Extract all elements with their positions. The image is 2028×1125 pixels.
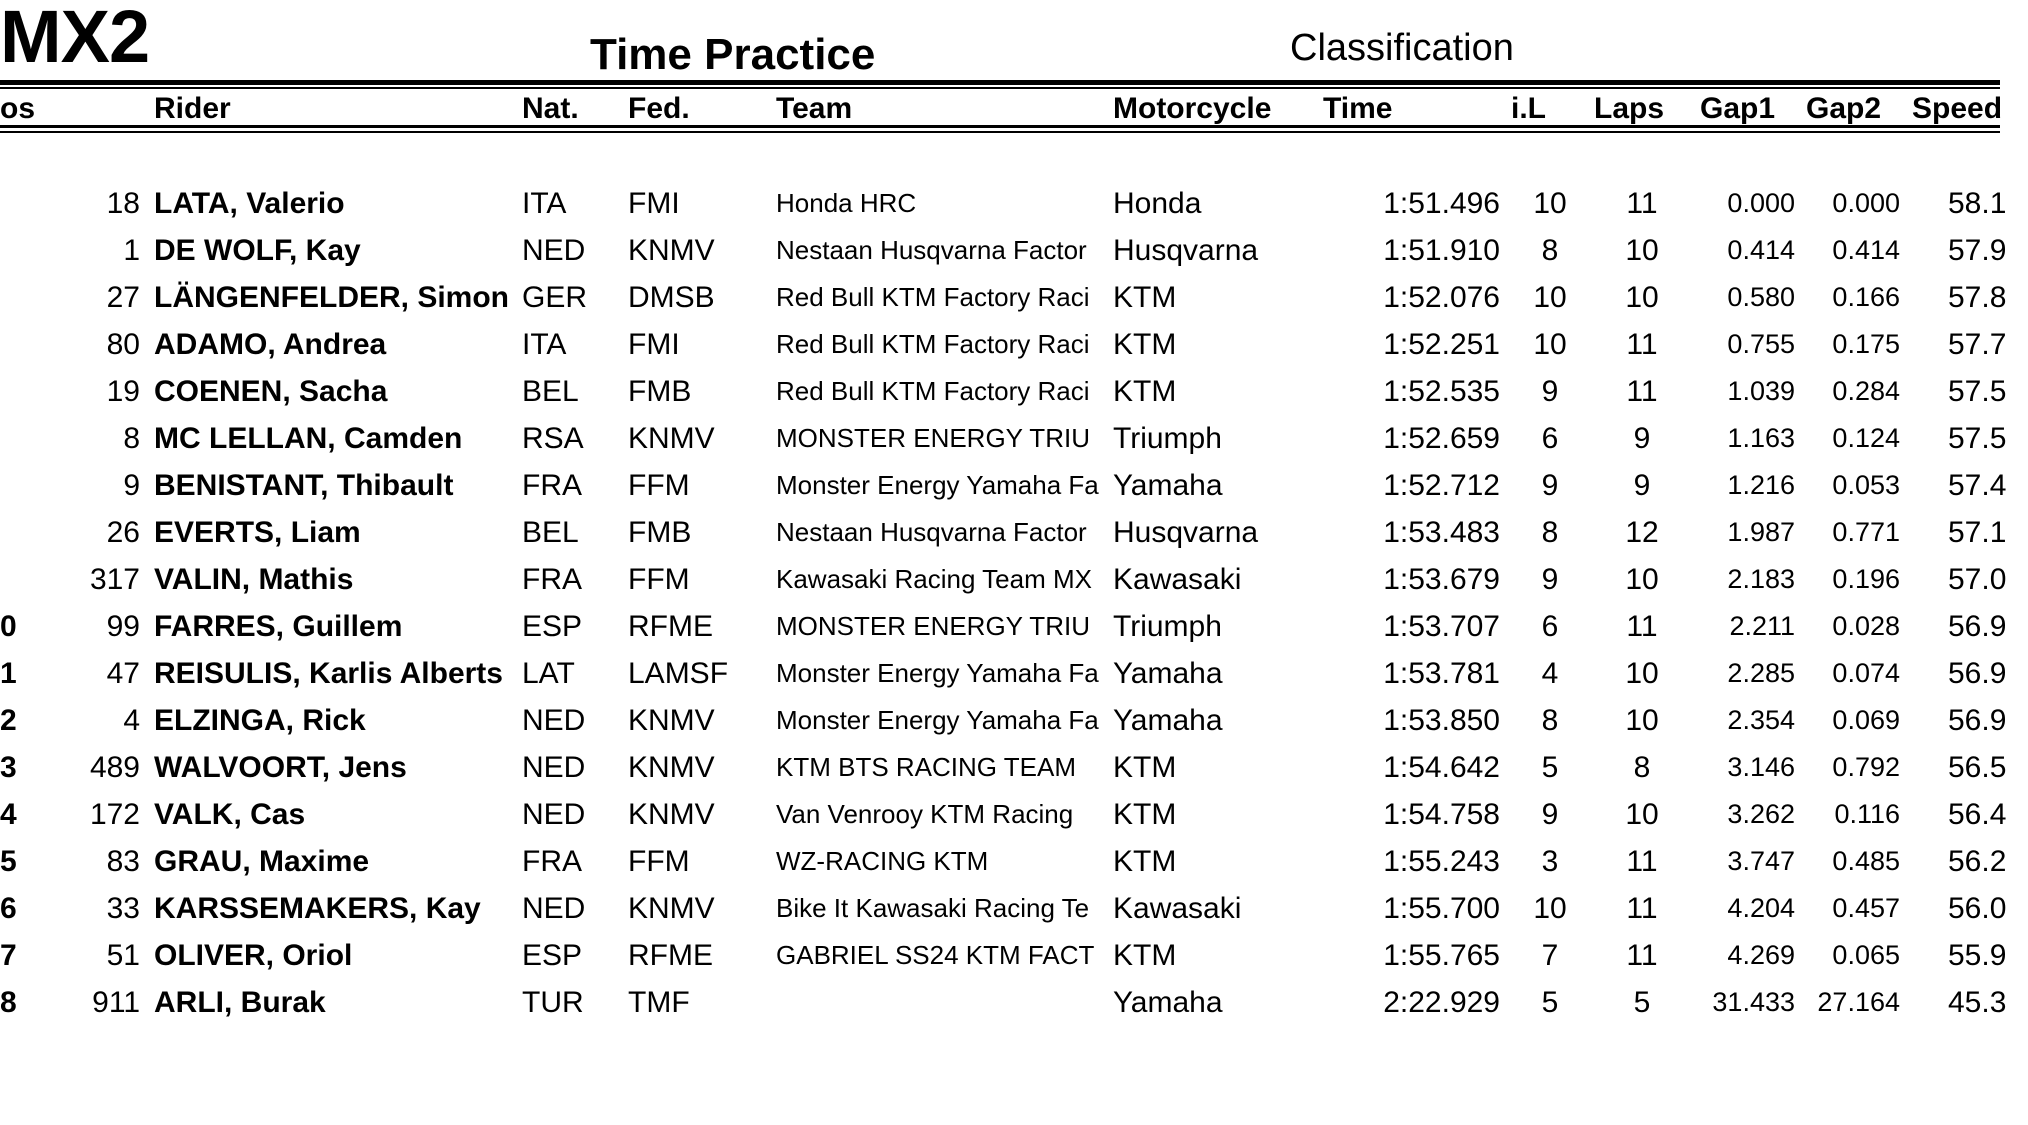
cell-rider: ARLI, Burak: [154, 986, 326, 1019]
cell-il: 5: [1541, 986, 1559, 1019]
table-row: [0, 556, 2007, 603]
col-il: i.L: [1511, 92, 1546, 125]
cell-rider: LÄNGENFELDER, Simon: [154, 281, 510, 314]
cell-team: Nestaan Husqvarna Factor: [776, 517, 1087, 547]
cell-nat: ITA: [522, 187, 567, 220]
cell-gap1: 1.163: [1727, 423, 1795, 453]
cell-laps: 10: [1625, 563, 1659, 596]
cell-il: 8: [1541, 234, 1559, 267]
cell-laps: 11: [1626, 939, 1658, 972]
cell-fed: LAMSF: [628, 657, 729, 690]
cell-laps: 10: [1625, 798, 1659, 831]
cell-il: 6: [1541, 422, 1559, 455]
table-row: [0, 227, 2007, 274]
cell-number: 19: [106, 375, 140, 408]
col-laps: Laps: [1594, 92, 1665, 125]
cell-pos: 0: [0, 610, 17, 643]
cell-gap1: 0.000: [1727, 188, 1795, 218]
cell-speed: 57.4: [1948, 469, 2007, 502]
cell-speed: 56.5: [1948, 751, 2007, 784]
cell-fed: FMI: [628, 328, 680, 361]
cell-gap2: 0.284: [1832, 376, 1900, 406]
cell-speed: 56.0: [1948, 892, 2007, 925]
table-row: [0, 368, 2007, 415]
cell-time: 1:53.483: [1383, 516, 1500, 549]
cell-fed: KNMV: [628, 704, 715, 737]
cell-number: 26: [106, 516, 140, 549]
cell-rider: KARSSEMAKERS, Kay: [154, 892, 481, 925]
cell-fed: KNMV: [628, 798, 715, 831]
cell-nat: NED: [522, 751, 586, 784]
cell-rider: ADAMO, Andrea: [154, 328, 387, 361]
cell-time: 1:54.758: [1383, 798, 1500, 831]
cell-rider: DE WOLF, Kay: [154, 234, 361, 267]
cell-fed: KNMV: [628, 234, 715, 267]
cell-gap2: 0.065: [1832, 940, 1900, 970]
cell-team: Bike It Kawasaki Racing Te: [776, 893, 1090, 923]
cell-number: 4: [123, 704, 140, 737]
cell-gap2: 0.457: [1832, 893, 1900, 923]
table-row: [0, 744, 2007, 791]
cell-nat: NED: [522, 704, 586, 737]
cell-time: 1:53.781: [1383, 657, 1500, 690]
cell-nat: ESP: [522, 939, 583, 972]
cell-speed: 57.5: [1948, 422, 2007, 455]
cell-il: 9: [1541, 375, 1559, 408]
cell-nat: NED: [522, 798, 586, 831]
cell-number: 33: [106, 892, 140, 925]
cell-gap1: 2.285: [1727, 658, 1795, 688]
cell-pos: 3: [0, 751, 17, 784]
cell-team: MONSTER ENERGY TRIU: [776, 423, 1090, 453]
cell-time: 1:52.712: [1383, 469, 1500, 502]
cell-time: 1:51.910: [1383, 234, 1500, 267]
cell-time: 1:53.707: [1383, 610, 1500, 643]
cell-rider: OLIVER, Oriol: [154, 939, 353, 972]
col-pos: os: [0, 92, 36, 125]
cell-motorcycle: Yamaha: [1113, 986, 1223, 1019]
session-title: Time Practice: [590, 30, 876, 79]
cell-laps: 10: [1625, 281, 1659, 314]
cell-fed: TMF: [628, 986, 690, 1019]
cell-fed: FFM: [628, 469, 690, 502]
cell-laps: 11: [1626, 845, 1658, 878]
cell-laps: 10: [1625, 657, 1659, 690]
cell-speed: 55.9: [1948, 939, 2007, 972]
cell-pos: 2: [0, 704, 17, 737]
cell-nat: LAT: [522, 657, 575, 690]
cell-team: Van Venrooy KTM Racing: [776, 799, 1074, 829]
col-motorcycle: Motorcycle: [1113, 92, 1272, 125]
cell-fed: DMSB: [628, 281, 715, 314]
cell-gap2: 27.164: [1817, 987, 1900, 1017]
cell-nat: GER: [522, 281, 588, 314]
classification-label: Classification: [1290, 27, 1514, 69]
cell-motorcycle: KTM: [1113, 328, 1177, 361]
cell-team: Honda HRC: [776, 188, 917, 218]
cell-team: Red Bull KTM Factory Raci: [776, 376, 1090, 406]
cell-motorcycle: Kawasaki: [1113, 892, 1242, 925]
cell-laps: 11: [1626, 187, 1658, 220]
cell-motorcycle: Triumph: [1113, 422, 1222, 455]
cell-gap2: 0.069: [1832, 705, 1900, 735]
cell-number: 47: [106, 657, 140, 690]
col-gap2: Gap2: [1806, 92, 1882, 125]
cell-nat: ITA: [522, 328, 567, 361]
cell-pos: 4: [0, 798, 17, 831]
col-speed: Speed: [1912, 92, 2003, 125]
cell-il: 10: [1533, 187, 1567, 220]
cell-laps: 11: [1626, 892, 1658, 925]
cell-speed: 57.1: [1948, 516, 2007, 549]
cell-number: 317: [89, 563, 140, 596]
col-fed: Fed.: [628, 92, 690, 125]
cell-time: 1:52.535: [1383, 375, 1500, 408]
cell-time: 1:55.243: [1383, 845, 1500, 878]
table-row: [0, 979, 2007, 1026]
cell-motorcycle: KTM: [1113, 798, 1177, 831]
cell-fed: KNMV: [628, 892, 715, 925]
cell-motorcycle: Yamaha: [1113, 704, 1223, 737]
cell-rider: LATA, Valerio: [154, 187, 345, 220]
cell-gap1: 31.433: [1712, 987, 1795, 1017]
cell-nat: RSA: [522, 422, 584, 455]
cell-gap2: 0.028: [1832, 611, 1900, 641]
cell-pos: 7: [0, 939, 17, 972]
cell-il: 3: [1541, 845, 1559, 878]
table-row: [0, 509, 2007, 556]
cell-gap1: 0.580: [1727, 282, 1795, 312]
cell-fed: FMB: [628, 375, 692, 408]
cell-pos: 5: [0, 845, 17, 878]
cell-fed: FFM: [628, 845, 690, 878]
cell-gap1: 1.987: [1727, 517, 1795, 547]
cell-nat: TUR: [522, 986, 584, 1019]
cell-gap2: 0.414: [1832, 235, 1900, 265]
cell-speed: 56.9: [1948, 704, 2007, 737]
cell-il: 10: [1533, 281, 1567, 314]
cell-team: MONSTER ENERGY TRIU: [776, 611, 1090, 641]
col-team: Team: [776, 92, 853, 125]
cell-gap1: 1.039: [1727, 376, 1795, 406]
cell-team: Monster Energy Yamaha Fa: [776, 658, 1099, 688]
cell-pos: 8: [0, 986, 17, 1019]
cell-rider: BENISTANT, Thibault: [154, 469, 454, 502]
cell-speed: 56.4: [1948, 798, 2007, 831]
cell-motorcycle: KTM: [1113, 375, 1177, 408]
cell-gap2: 0.175: [1832, 329, 1900, 359]
cell-il: 9: [1541, 469, 1559, 502]
table-row: [0, 650, 2007, 697]
cell-time: 1:55.700: [1383, 892, 1500, 925]
cell-fed: FMB: [628, 516, 692, 549]
cell-motorcycle: Kawasaki: [1113, 563, 1242, 596]
cell-il: 10: [1533, 328, 1567, 361]
cell-nat: NED: [522, 234, 586, 267]
table-row: [0, 274, 2007, 321]
header-top-rule-thin: [0, 87, 2000, 89]
col-gap1: Gap1: [1700, 92, 1776, 125]
col-nat: Nat.: [522, 92, 579, 125]
cell-time: 1:52.659: [1383, 422, 1500, 455]
cell-speed: 56.2: [1948, 845, 2007, 878]
cell-time: 1:54.642: [1383, 751, 1500, 784]
cell-team: Red Bull KTM Factory Raci: [776, 329, 1090, 359]
cell-number: 911: [92, 986, 140, 1019]
cell-rider: REISULIS, Karlis Alberts: [154, 657, 503, 690]
cell-il: 8: [1541, 704, 1559, 737]
cell-gap1: 0.414: [1727, 235, 1795, 265]
cell-number: 172: [89, 798, 140, 831]
col-rider: Rider: [154, 92, 231, 125]
cell-rider: GRAU, Maxime: [154, 845, 370, 878]
cell-number: 489: [89, 751, 140, 784]
cell-motorcycle: Husqvarna: [1113, 234, 1259, 267]
cell-time: 1:53.850: [1383, 704, 1500, 737]
table-row: [0, 932, 2007, 979]
cell-speed: 57.9: [1948, 234, 2007, 267]
cell-gap2: 0.485: [1832, 846, 1900, 876]
cell-team: Monster Energy Yamaha Fa: [776, 470, 1099, 500]
cell-nat: NED: [522, 892, 586, 925]
cell-motorcycle: Yamaha: [1113, 657, 1223, 690]
cell-gap2: 0.053: [1832, 470, 1900, 500]
cell-speed: 56.9: [1948, 610, 2007, 643]
cell-nat: FRA: [522, 845, 582, 878]
cell-number: 99: [106, 610, 140, 643]
col-time: Time: [1323, 92, 1393, 125]
cell-motorcycle: Triumph: [1113, 610, 1222, 643]
table-row: [0, 415, 2007, 462]
cell-number: 83: [106, 845, 140, 878]
cell-motorcycle: KTM: [1113, 845, 1177, 878]
cell-nat: BEL: [522, 516, 579, 549]
cell-speed: 56.9: [1948, 657, 2007, 690]
cell-gap1: 3.146: [1727, 752, 1795, 782]
cell-gap1: 2.354: [1727, 705, 1795, 735]
cell-gap1: 4.269: [1727, 940, 1795, 970]
cell-rider: FARRES, Guillem: [154, 610, 403, 643]
cell-team: Kawasaki Racing Team MX: [776, 564, 1092, 594]
cell-rider: ELZINGA, Rick: [154, 704, 366, 737]
cell-gap1: 0.755: [1727, 329, 1795, 359]
cell-rider: VALIN, Mathis: [154, 563, 354, 596]
class-title: MX2: [0, 0, 150, 78]
cell-pos: 1: [0, 657, 17, 690]
cell-speed: 57.7: [1948, 328, 2007, 361]
cell-fed: FFM: [628, 563, 690, 596]
cell-team: KTM BTS RACING TEAM: [776, 752, 1076, 782]
cell-motorcycle: KTM: [1113, 751, 1177, 784]
cell-laps: 12: [1625, 516, 1659, 549]
cell-team: Red Bull KTM Factory Raci: [776, 282, 1090, 312]
cell-number: 80: [106, 328, 140, 361]
cell-il: 7: [1541, 939, 1559, 972]
cell-motorcycle: KTM: [1113, 939, 1177, 972]
header-bottom-rule-thin: [0, 131, 2000, 133]
cell-gap2: 0.196: [1832, 564, 1900, 594]
cell-laps: 9: [1633, 422, 1651, 455]
cell-time: 1:52.251: [1383, 328, 1500, 361]
cell-laps: 9: [1633, 469, 1651, 502]
cell-number: 51: [106, 939, 140, 972]
cell-motorcycle: Yamaha: [1113, 469, 1223, 502]
table-row: [0, 791, 2007, 838]
cell-time: 2:22.929: [1383, 986, 1500, 1019]
cell-number: 9: [123, 469, 140, 502]
header-bottom-rule: [0, 125, 2000, 128]
cell-laps: 10: [1625, 234, 1659, 267]
cell-motorcycle: KTM: [1113, 281, 1177, 314]
cell-fed: RFME: [628, 939, 713, 972]
cell-team: Monster Energy Yamaha Fa: [776, 705, 1099, 735]
cell-gap2: 0.792: [1832, 752, 1900, 782]
cell-laps: 8: [1633, 751, 1651, 784]
cell-number: 1: [123, 234, 140, 267]
cell-nat: ESP: [522, 610, 583, 643]
cell-il: 4: [1541, 657, 1559, 690]
cell-laps: 11: [1626, 610, 1658, 643]
cell-gap2: 0.124: [1832, 423, 1900, 453]
cell-laps: 10: [1625, 704, 1659, 737]
cell-rider: VALK, Cas: [154, 798, 306, 831]
cell-gap1: 4.204: [1727, 893, 1795, 923]
cell-time: 1:53.679: [1383, 563, 1500, 596]
cell-gap2: 0.166: [1832, 282, 1900, 312]
cell-gap2: 0.771: [1832, 517, 1900, 547]
cell-gap2: 0.116: [1834, 799, 1900, 829]
cell-laps: 11: [1626, 375, 1658, 408]
cell-il: 8: [1541, 516, 1559, 549]
cell-rider: MC LELLAN, Camden: [154, 422, 463, 455]
table-row: [0, 603, 2007, 650]
cell-laps: 11: [1626, 328, 1658, 361]
cell-team: GABRIEL SS24 KTM FACT: [776, 940, 1095, 970]
cell-il: 9: [1541, 798, 1559, 831]
cell-speed: 57.8: [1948, 281, 2007, 314]
cell-fed: RFME: [628, 610, 713, 643]
cell-speed: 45.3: [1948, 986, 2007, 1019]
cell-il: 10: [1533, 892, 1567, 925]
cell-gap1: 3.262: [1727, 799, 1795, 829]
cell-gap1: 1.216: [1727, 470, 1795, 500]
cell-fed: KNMV: [628, 751, 715, 784]
cell-speed: 57.0: [1948, 563, 2007, 596]
cell-number: 18: [106, 187, 140, 220]
cell-team: WZ-RACING KTM: [776, 846, 989, 876]
cell-il: 5: [1541, 751, 1559, 784]
cell-team: Nestaan Husqvarna Factor: [776, 235, 1087, 265]
cell-number: 27: [106, 281, 140, 314]
cell-il: 9: [1541, 563, 1559, 596]
cell-gap2: 0.000: [1832, 188, 1900, 218]
cell-laps: 5: [1633, 986, 1651, 1019]
cell-time: 1:51.496: [1383, 187, 1500, 220]
cell-il: 6: [1541, 610, 1559, 643]
cell-gap1: 2.211: [1729, 611, 1795, 641]
cell-time: 1:55.765: [1383, 939, 1500, 972]
table-row: [0, 462, 2007, 509]
cell-nat: BEL: [522, 375, 579, 408]
table-row: [0, 697, 2007, 744]
cell-time: 1:52.076: [1383, 281, 1500, 314]
cell-motorcycle: Husqvarna: [1113, 516, 1259, 549]
cell-nat: FRA: [522, 563, 582, 596]
header-top-rule: [0, 80, 2000, 85]
cell-speed: 58.1: [1948, 187, 2007, 220]
cell-rider: EVERTS, Liam: [154, 516, 361, 549]
cell-fed: KNMV: [628, 422, 715, 455]
cell-number: 8: [123, 422, 140, 455]
cell-pos: 6: [0, 892, 17, 925]
cell-fed: FMI: [628, 187, 680, 220]
cell-rider: COENEN, Sacha: [154, 375, 388, 408]
table-row: [0, 321, 2007, 368]
table-row: [0, 180, 2007, 227]
cell-gap1: 2.183: [1727, 564, 1795, 594]
table-row: [0, 885, 2007, 932]
cell-gap1: 3.747: [1727, 846, 1795, 876]
table-row: [0, 838, 2007, 885]
cell-gap2: 0.074: [1832, 658, 1900, 688]
cell-speed: 57.5: [1948, 375, 2007, 408]
cell-nat: FRA: [522, 469, 582, 502]
cell-rider: WALVOORT, Jens: [154, 751, 407, 784]
cell-motorcycle: Honda: [1113, 187, 1202, 220]
